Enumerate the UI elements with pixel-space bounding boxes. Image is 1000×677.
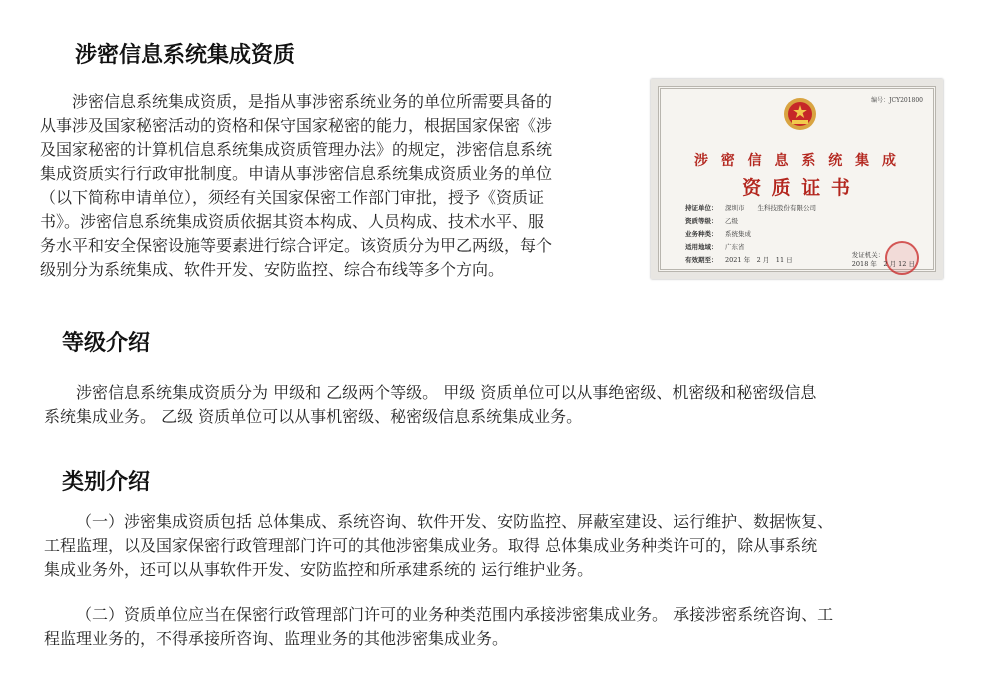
field-value: 系统集成 [725,230,751,238]
certificate-fields [685,202,816,267]
paragraph-line: 程监理业务的，不得承接所咨询、监理业务的其他涉密集成业务。 [44,629,509,648]
paragraph-line: 集成业务外，还可以从事软件开发、安防监控和所承建系统的 运行维护业务。 [44,560,594,579]
field-value: 深圳市 生科技股份有限公司 [725,204,816,212]
paragraph-line: 及国家秘密的计算机信息系统集成资质管理办法》的规定，涉密信息系统 [40,140,553,159]
qualification-paragraph [40,90,640,282]
paragraph-line: （二）资质单位应当在保密行政管理部门许可的业务种类范围内承接涉密集成业务。 承接涉密系统咨询、工 [76,605,834,624]
field-label: 适用地域： [685,243,718,251]
section-title-qualification: 涉密信息系统集成资质 [75,43,296,68]
paragraph-line: 涉密信息系统集成资质分为 甲级和 乙级两个等级。 甲级 资质单位可以从事绝密级、机密级和秘密级信息 [76,383,817,402]
section-title-categories: 类别介绍 [62,470,151,495]
paragraph-line: 书》。涉密信息系统集成资质依据其资本构成、人员构成、技术水平、服 [40,212,545,231]
national-emblem-icon [782,96,818,132]
certificate-issuer [852,251,915,269]
paragraph-line: 集成资质实行行政审批制度。申请从事涉密信息系统集成资质业务的单位 [40,164,553,183]
certificate-field [685,254,816,267]
field-label: 持证单位： [685,204,718,212]
paragraph-line: 从事涉及国家秘密活动的资格和保守国家秘密的能力，根据国家保密《涉 [40,116,553,135]
categories-paragraph-1 [44,510,964,582]
paragraph-line: 系统集成业务。 乙级 资质单位可以从事机密级、秘密级信息系统集成业务。 [44,407,583,426]
certificate-serial: 编号：JCY201800 [871,97,923,104]
field-label: 有效期至： [685,256,718,264]
certificate-field [685,228,816,241]
certificate-frame [658,86,936,272]
certificate-field [685,202,816,215]
certificate-title: 涉 密 信 息 系 统 集 成 [693,153,901,169]
issuer-label: 发证机关： [851,251,885,259]
section-title-levels: 等级介绍 [62,331,151,356]
paragraph-line: 务水平和安全保密设施等要素进行综合评定。该资质分为甲乙两级，每个 [40,236,553,255]
certificate-image [651,79,943,279]
categories-paragraph-2 [44,603,964,651]
certificate-subtitle: 资 质 证 书 [742,177,852,199]
field-label: 业务种类： [685,230,718,238]
paragraph-line: 涉密信息系统集成资质，是指从事涉密系统业务的单位所需要具备的 [72,92,553,111]
certificate-field [685,215,816,228]
field-value: 广东省 [725,243,745,251]
paragraph-line: 级别分为系统集成、软件开发、安防监控、综合布线等多个方向。 [40,260,505,279]
field-value: 2021 年 2 月 11 日 [725,256,793,264]
paragraph-line: （以下简称申请单位），须经有关国家保密工作部门审批，授予《资质证 [40,188,545,207]
paragraph-line: （一）涉密集成资质包括 总体集成、系统咨询、软件开发、安防监控、屏蔽室建设、运行维护、数据恢复、 [76,512,834,531]
issuer-date: 2018 年 2 月 12 日 [851,260,915,268]
certificate-field [685,241,816,254]
field-value: 乙级 [725,217,738,225]
field-label: 资质等级： [685,217,718,225]
levels-paragraph [44,381,964,429]
paragraph-line: 工程监理，以及国家保密行政管理部门许可的其他涉密集成业务。取得 总体集成业务种类许可的，除从事系统 [44,536,818,555]
